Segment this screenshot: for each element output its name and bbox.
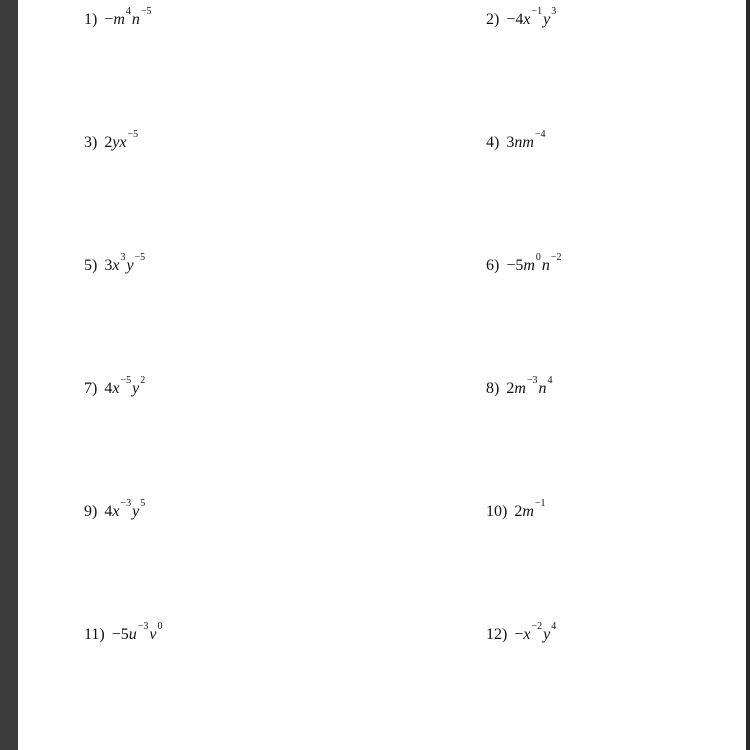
- variable: m: [514, 380, 526, 397]
- exponent: 4: [125, 6, 131, 17]
- coefficient: −5: [111, 626, 129, 643]
- variable: m: [522, 503, 534, 520]
- exponent: −2: [531, 621, 543, 632]
- expression: [506, 6, 557, 28]
- problem-number: 3): [84, 134, 98, 151]
- problem-7: [84, 375, 146, 399]
- problem-number: 7): [84, 380, 98, 397]
- problem-6: [486, 252, 563, 276]
- variable: x: [112, 380, 120, 397]
- variable: u: [128, 626, 137, 643]
- problem-1: [84, 6, 153, 30]
- exponent: −2: [550, 252, 562, 263]
- exponent: 2: [140, 375, 146, 386]
- exponent: 0: [157, 621, 163, 632]
- variable: n: [541, 257, 550, 274]
- page-shadow-edge: [746, 0, 750, 750]
- expression: [104, 375, 146, 397]
- exponent: 0: [535, 252, 541, 263]
- exponent: −5: [120, 375, 132, 386]
- problem-4: [486, 129, 547, 153]
- variable: x: [523, 11, 531, 28]
- expression: [104, 252, 146, 274]
- problem-number: 2): [486, 11, 500, 28]
- expression: [506, 129, 546, 151]
- exponent: −5: [140, 6, 152, 17]
- problem-11: [84, 621, 164, 645]
- variable: y: [543, 626, 551, 643]
- variable: y: [543, 11, 551, 28]
- problem-8: [486, 375, 554, 399]
- expression: [506, 375, 553, 397]
- expression: [104, 498, 146, 520]
- variable: x: [523, 626, 531, 643]
- problem-10: [486, 498, 547, 522]
- problem-number: 11): [84, 626, 105, 643]
- variable: y: [126, 257, 134, 274]
- variable: x: [112, 257, 120, 274]
- coefficient: 3: [506, 134, 515, 151]
- variable: n: [131, 11, 140, 28]
- problem-number: 10): [486, 503, 508, 520]
- problem-number: 8): [486, 380, 500, 397]
- problem-number: 12): [486, 626, 508, 643]
- variable: x: [112, 503, 120, 520]
- expression: [514, 621, 557, 643]
- expression: [104, 129, 139, 151]
- coefficient: −5: [506, 257, 524, 274]
- exponent: −3: [120, 498, 132, 509]
- variable: y: [132, 380, 140, 397]
- exponent: −4: [534, 129, 546, 140]
- variable: yx: [112, 134, 127, 151]
- exponent: −3: [137, 621, 149, 632]
- problem-3: [84, 129, 139, 153]
- exponent: −3: [526, 375, 538, 386]
- problem-number: 5): [84, 257, 98, 274]
- problem-number: 4): [486, 134, 500, 151]
- problem-9: [84, 498, 146, 522]
- coefficient: −4: [506, 11, 524, 28]
- worksheet-page: [18, 0, 746, 750]
- coefficient: 2: [514, 503, 523, 520]
- expression: [514, 498, 546, 520]
- problem-2: [486, 6, 557, 30]
- exponent: 3: [551, 6, 557, 17]
- problem-12: [486, 621, 557, 645]
- problem-number: 6): [486, 257, 500, 274]
- expression: [506, 252, 562, 274]
- coefficient: 2: [104, 134, 113, 151]
- coefficient: −: [104, 11, 114, 28]
- coefficient: 4: [104, 380, 113, 397]
- exponent: 3: [120, 252, 126, 263]
- problem-number: 9): [84, 503, 98, 520]
- variable: n: [538, 380, 547, 397]
- problem-5: [84, 252, 146, 276]
- coefficient: 2: [506, 380, 515, 397]
- variable: v: [149, 626, 157, 643]
- variable: nm: [514, 134, 534, 151]
- exponent: 5: [140, 498, 146, 509]
- exponent: −1: [531, 6, 543, 17]
- exponent: 4: [551, 621, 557, 632]
- expression: [111, 621, 164, 643]
- coefficient: −: [514, 626, 524, 643]
- expression: [104, 6, 152, 28]
- variable: y: [132, 503, 140, 520]
- problem-number: 1): [84, 11, 98, 28]
- exponent: −5: [127, 129, 139, 140]
- variable: m: [523, 257, 535, 274]
- coefficient: 4: [104, 503, 113, 520]
- exponent: 4: [547, 375, 553, 386]
- exponent: −5: [134, 252, 146, 263]
- coefficient: 3: [104, 257, 113, 274]
- variable: m: [113, 11, 125, 28]
- exponent: −1: [534, 498, 546, 509]
